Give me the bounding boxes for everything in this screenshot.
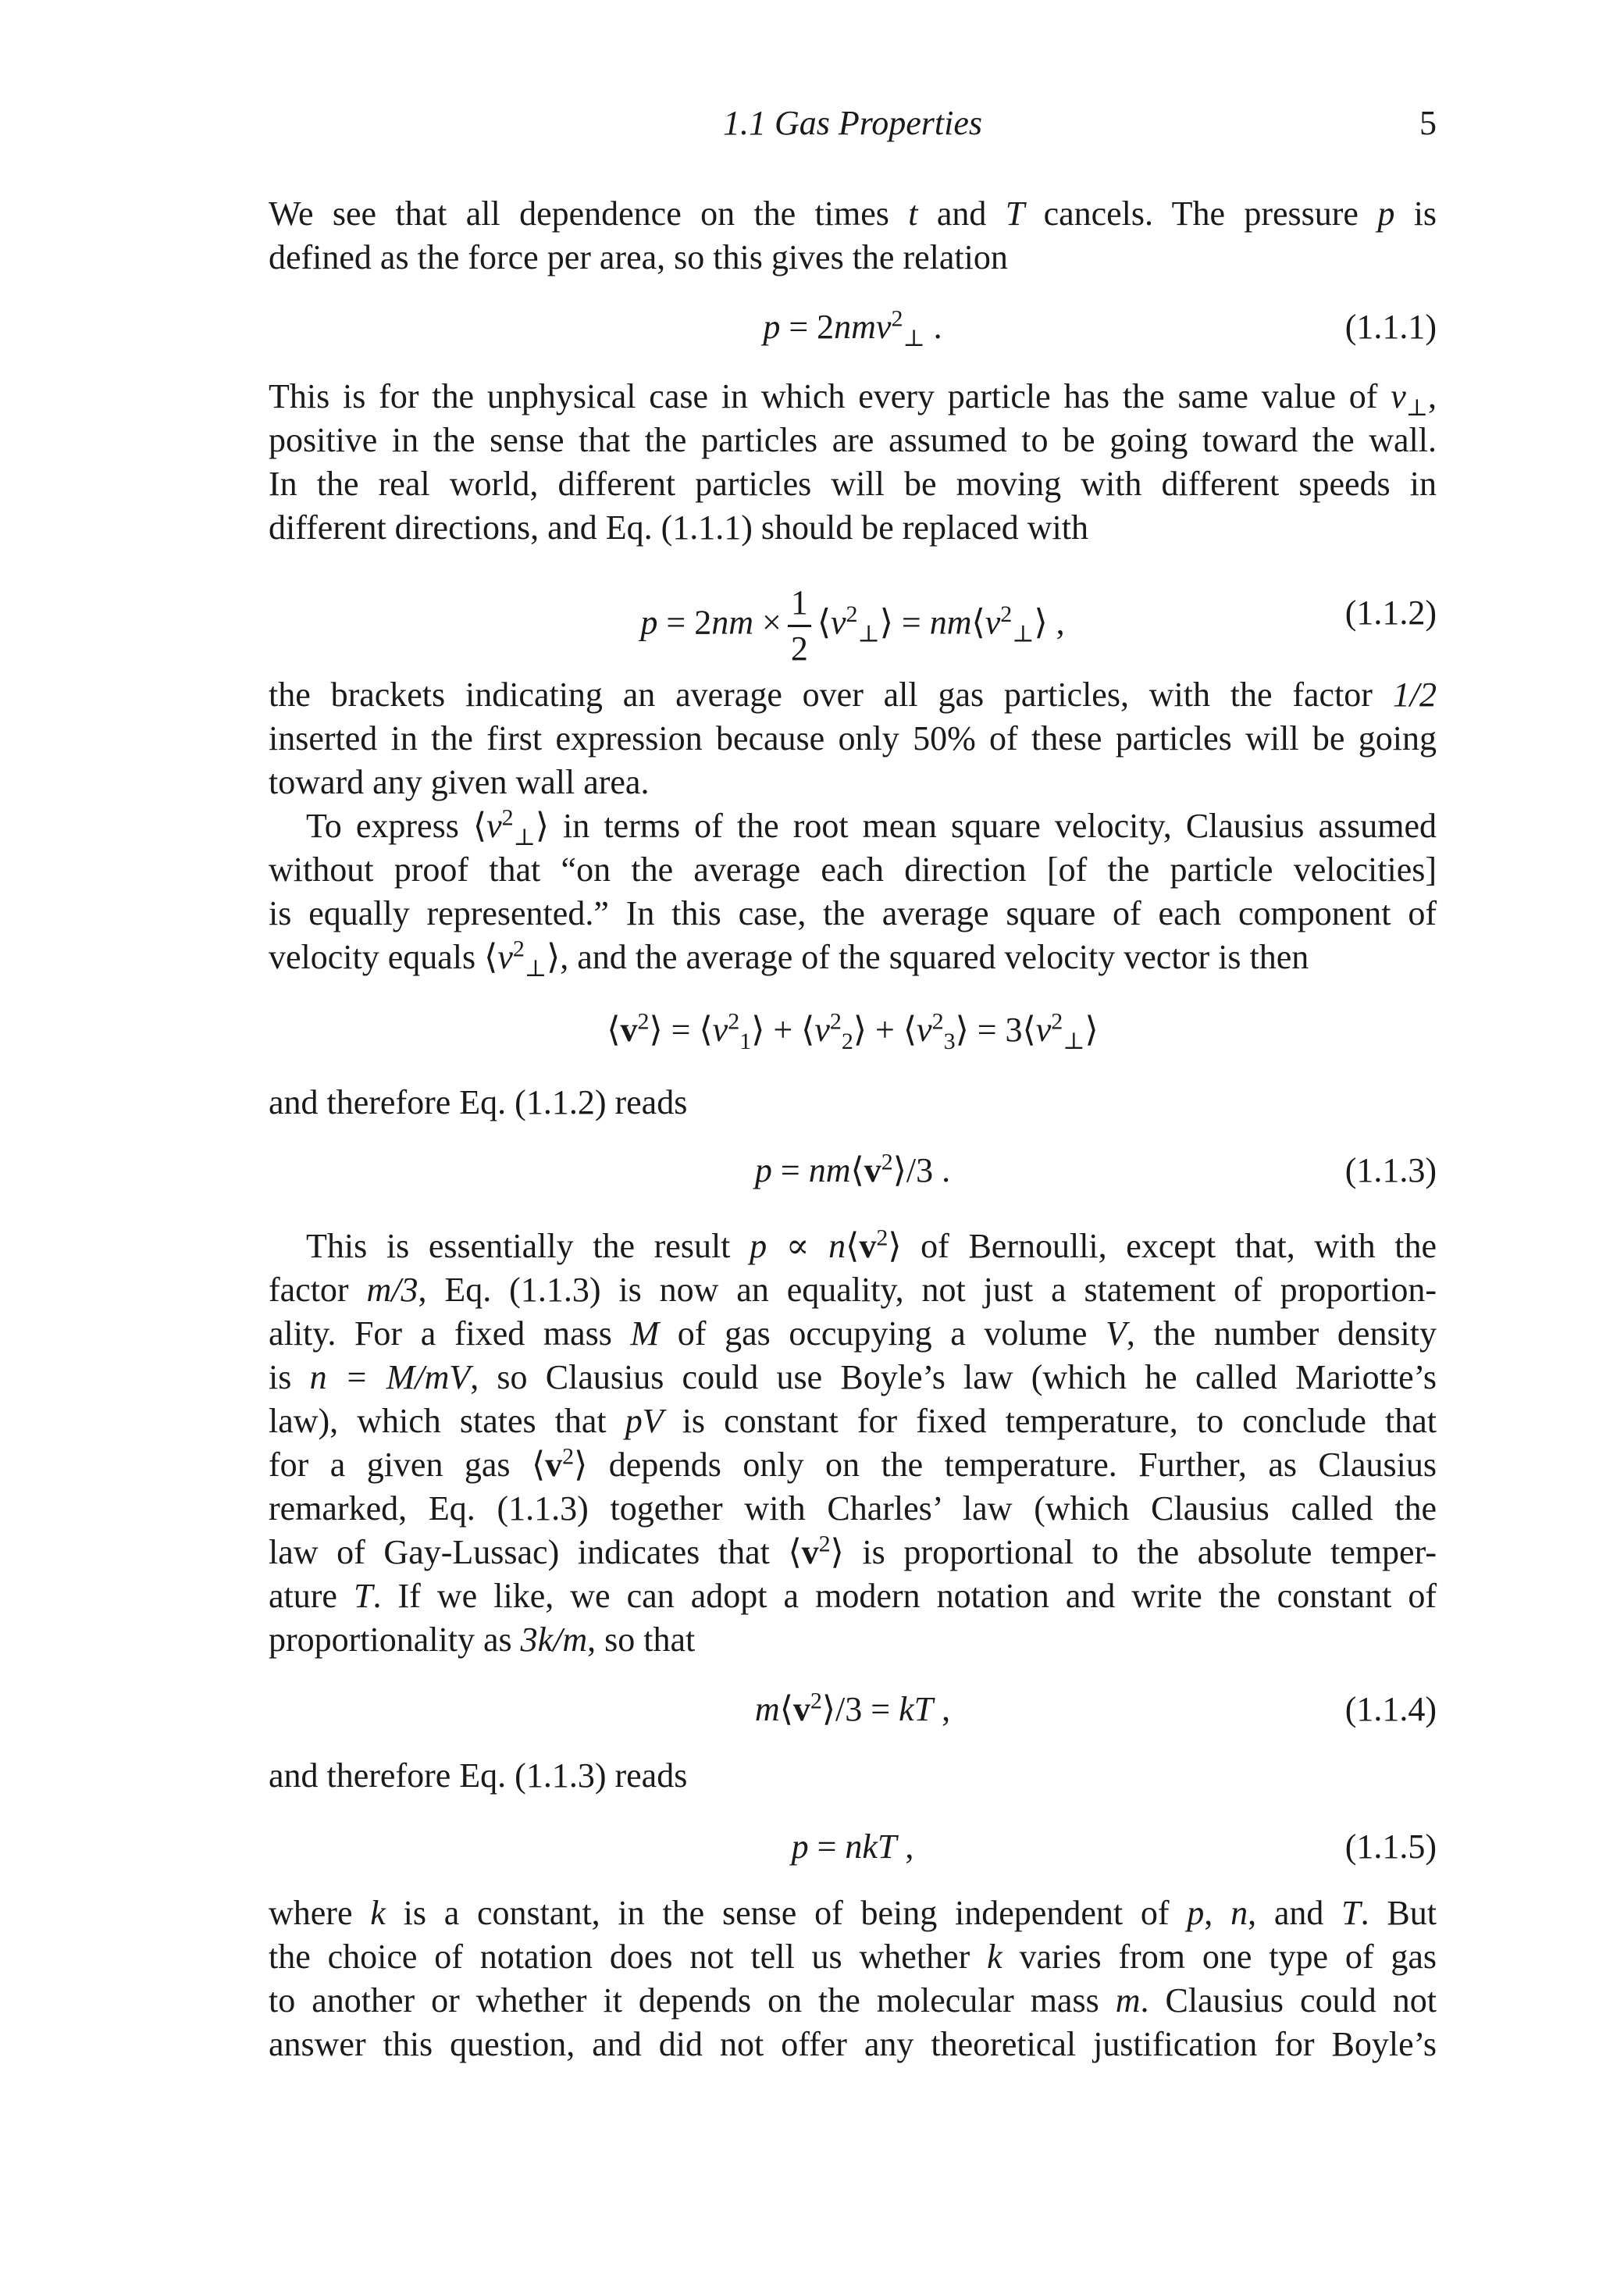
- fraction-half: $\frac{1}{2}$: [788, 586, 811, 666]
- equation-number: (1.1.2): [1344, 594, 1437, 632]
- equation-1-1-1: [269, 300, 1437, 355]
- text-line: velocity equals $⟨v^2_\perp⟩$, and the average of the squared velocity vector is then: [269, 936, 1309, 982]
- text-line: for a given gas $⟨v^2⟩$ depends only on the temperature. Further, as Clausius: [269, 1443, 1437, 1484]
- text-line: inserted in the first expression because only 50% of these particles will be going: [269, 719, 1437, 758]
- running-title: 1.1 Gas Properties: [722, 104, 983, 142]
- text-line: the choice of notation does not tell us whether k varies from one type of gas: [269, 1938, 1437, 1976]
- equation-number: (1.1.5): [1344, 1827, 1437, 1866]
- text-line: and therefore Eq. (1.1.2) reads: [269, 1083, 688, 1121]
- page-number: 5: [1419, 104, 1437, 142]
- text-line: different directions, and Eq. (1.1.1) should be replaced with: [269, 508, 1088, 547]
- text-line: law), which states that pV is constant for fixed temperature, to conclude that: [269, 1402, 1437, 1440]
- text-line: where k is a constant, in the sense of being independent of p, n, and T. But: [269, 1894, 1437, 1932]
- equation-body: $m⟨v^2⟩/3$ = kT ,: [754, 1688, 951, 1728]
- text-line: is equally represented.” In this case, the average square of each component of: [269, 894, 1437, 932]
- text-line: This is essentially the result $p \propto n⟨v^2⟩$ of Bernoulli, except that, with the: [306, 1225, 1437, 1265]
- text-line: In the real world, different particles will be moving with different speeds in: [269, 465, 1437, 503]
- equation-number: (1.1.4): [1344, 1690, 1437, 1728]
- text-line: toward any given wall area.: [269, 763, 650, 801]
- equation-body: p = 2nm × $\frac{1}{2}$ $⟨v^2_\perp⟩$ = $nm⟨v^2_\perp⟩$ ,: [640, 583, 1065, 668]
- equation-body: p = nkT ,: [791, 1827, 914, 1866]
- equation-body: $p = nm⟨v^2⟩/3$ .: [754, 1149, 951, 1189]
- equation-number: (1.1.1): [1344, 308, 1437, 346]
- equation-body: p = 2nmv$^2_\perp$ .: [763, 305, 942, 351]
- text-line: This is for the unphysical case in which every particle has the same value of $v_\perp$,: [269, 377, 1437, 421]
- text-line: remarked, Eq. (1.1.3) together with Charles’ law (which Clausius called the: [269, 1489, 1437, 1528]
- equation-body: $⟨v^2⟩$ = $⟨v^2_1⟩$ + $⟨v^2_2⟩$ + $⟨v^2_3⟩$ = $3⟨v^2_\perp⟩$: [607, 1008, 1099, 1054]
- text-line: ature T. If we like, we can adopt a modern notation and write the constant of: [269, 1577, 1437, 1615]
- equation-number: (1.1.3): [1344, 1151, 1437, 1189]
- running-header: [269, 100, 1437, 147]
- text-line: the brackets indicating an average over all gas particles, with the factor 1/2: [269, 676, 1437, 714]
- equation-1-1-5: [269, 1820, 1437, 1874]
- text-line: answer this question, and did not offer any theoretical justification for Boyle’s: [269, 2025, 1437, 2063]
- equation-1-1-4: [269, 1682, 1437, 1737]
- text-line: and therefore Eq. (1.1.3) reads: [269, 1756, 688, 1795]
- text-line: to another or whether it depends on the molecular mass m. Clausius could not: [269, 1981, 1437, 2020]
- equation-1-1-3: [269, 1143, 1437, 1198]
- text-line: To express $⟨v^2_\perp⟩$ in terms of the root mean square velocity, Clausius assumed: [306, 804, 1437, 850]
- text-line: proportionality as 3k/m, so that: [269, 1620, 696, 1659]
- text-line: factor m/3, Eq. (1.1.3) is now an equality, not just a statement of proportion-: [269, 1271, 1437, 1309]
- text-line: ality. For a fixed mass M of gas occupying a volume V, the number density: [269, 1314, 1437, 1353]
- text-line: law of Gay-Lussac) indicates that $⟨v^2⟩$ is proportional to the absolute temper-: [269, 1531, 1437, 1571]
- text-line: We see that all dependence on the times t and T cancels. The pressure p is: [269, 194, 1437, 233]
- text-line: defined as the force per area, so this gives the relation: [269, 238, 1008, 276]
- text-line: is n = M/mV, so Clausius could use Boyle’s law (which he called Mariotte’s: [269, 1358, 1437, 1396]
- equation-1-1-2: [269, 583, 1437, 668]
- text-line: without proof that “on the average each direction [of the particle velocities]: [269, 850, 1437, 889]
- equation-vector-sum: [269, 1003, 1437, 1057]
- text-line: positive in the sense that the particles are assumed to be going toward the wall.: [269, 421, 1437, 459]
